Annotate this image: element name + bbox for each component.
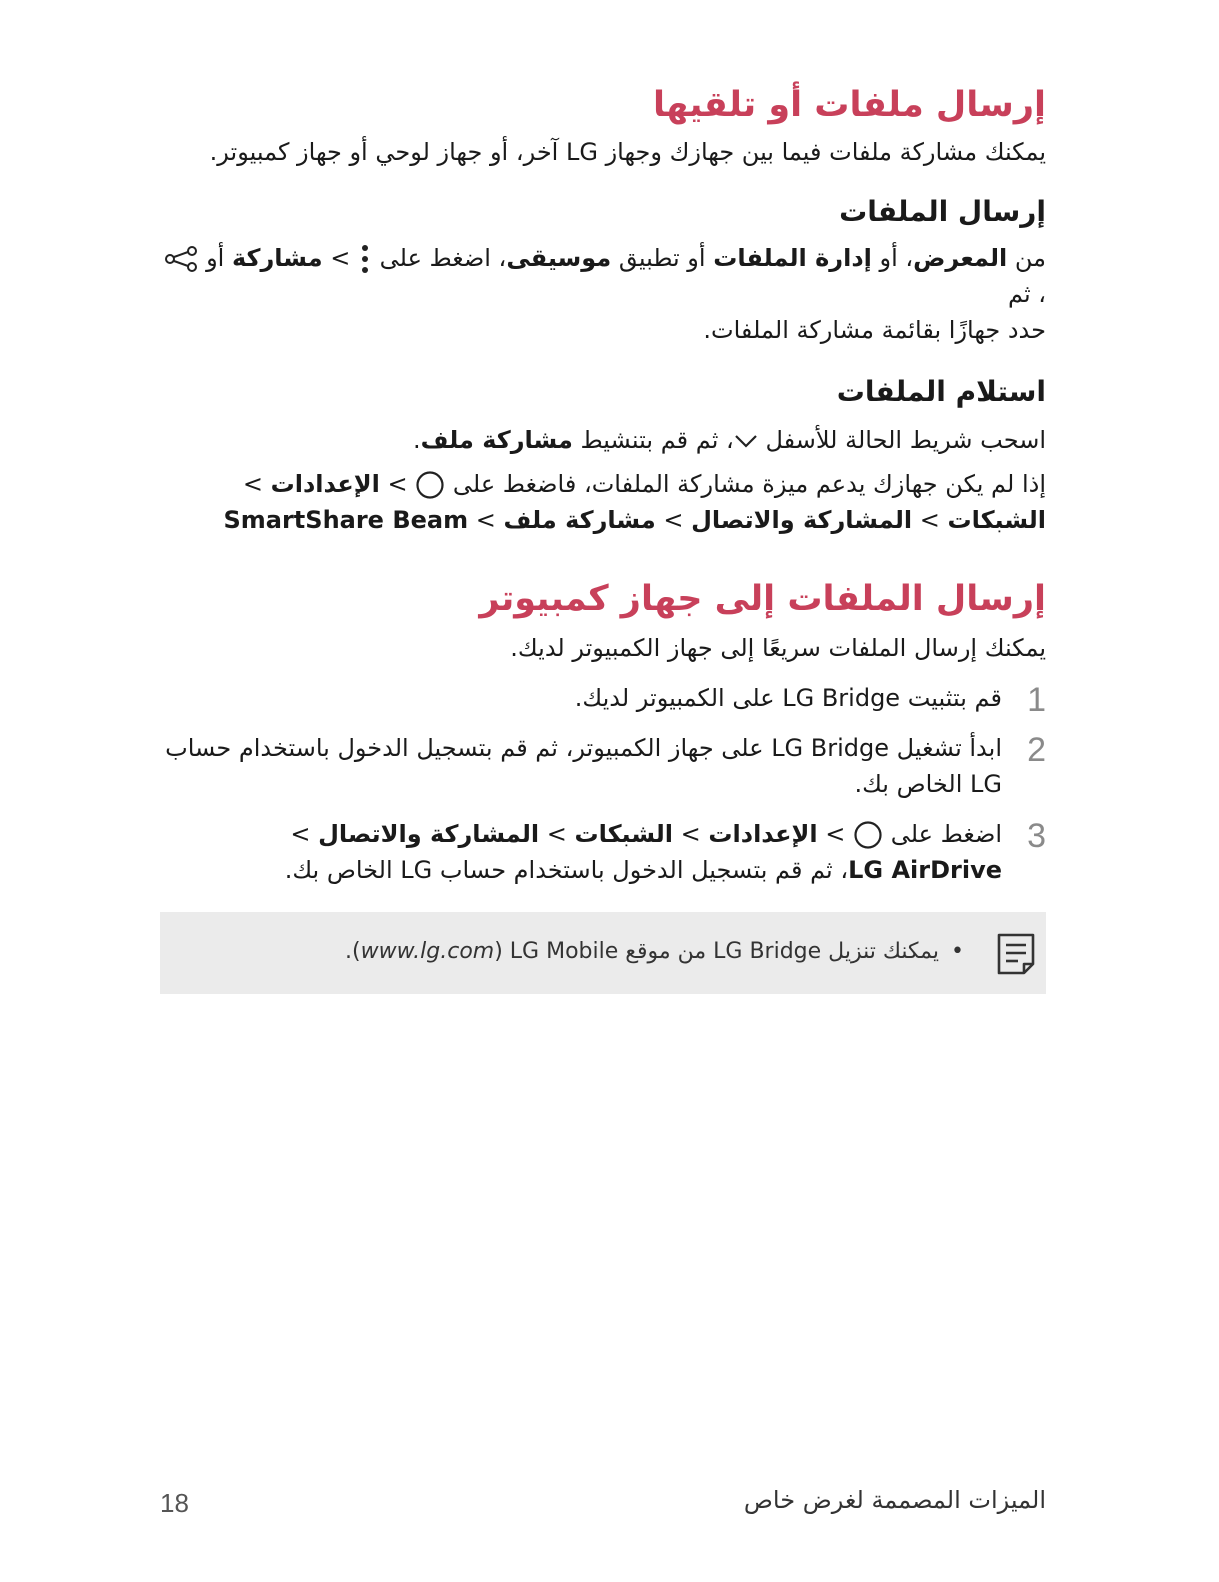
- note-text: •يمكنك تنزيل LG Bridge من موقع LG Mobile (www.lg.com).: [345, 935, 964, 969]
- note-bullet: •: [951, 939, 964, 964]
- networks-option: الشبكات: [574, 820, 674, 848]
- section2-intro: يمكنك إرسال الملفات سريعًا إلى جهاز الكمبيوتر لديك.: [510, 634, 1046, 662]
- heading-receive-files: استلام الملفات: [836, 375, 1046, 408]
- sharing-connection-option: المشاركة والاتصال: [691, 506, 913, 534]
- share-icon: [164, 245, 198, 273]
- step-number: 2: [1027, 731, 1046, 769]
- step-number: 1: [1027, 681, 1046, 719]
- section-title-send-receive: إرسال ملفات أو تلقيها: [653, 85, 1046, 125]
- step-3: 3 اضغط على > الإعدادات > الشبكات > المشاركة والاتصال > LG AirDrive، ثم قم بتسجيل الدخول باستخدام حساب LG الخاص بك.: [160, 816, 1046, 888]
- music-app: موسيقى: [506, 244, 612, 272]
- note-icon: [996, 932, 1036, 980]
- send-files-line2: حدد جهازًا بقائمة مشاركة الملفات.: [703, 316, 1046, 344]
- step-2: [160, 730, 1046, 802]
- sharing-connection-option: المشاركة والاتصال: [318, 820, 540, 848]
- step-text: ابدأ تشغيل LG Bridge على جهاز الكمبيوتر، ثم قم بتسجيل الدخول باستخدام حساب LG الخاص بك.: [165, 734, 1002, 798]
- more-options-icon: [358, 242, 372, 276]
- lg-website-link[interactable]: www.lg.com: [360, 939, 495, 964]
- home-button-icon: [415, 470, 445, 500]
- heading-send-files: إرسال الملفات: [839, 195, 1046, 228]
- networks-option: الشبكات: [947, 506, 1046, 534]
- section-title-send-to-pc: إرسال الملفات إلى جهاز كمبيوتر: [479, 579, 1046, 619]
- smartshare-beam-option: SmartShare Beam: [223, 506, 469, 534]
- send-files-instructions: من المعرض، أو إدارة الملفات أو تطبيق موسيقى، اضغط على > مشاركة أو ، ثم: [160, 240, 1046, 312]
- footer-section-name: الميزات المصممة لغرض خاص: [743, 1486, 1046, 1514]
- file-share-option: مشاركة ملف: [503, 506, 656, 534]
- step-number: 3: [1027, 817, 1046, 855]
- file-share-option: مشاركة ملف: [420, 426, 573, 454]
- chevron-down-icon: [734, 433, 758, 449]
- section-intro: يمكنك مشاركة ملفات فيما بين جهازك وجهاز LG آخر، أو جهاز لوحي أو جهاز كمبيوتر.: [209, 138, 1046, 166]
- note-box: [160, 912, 1046, 994]
- share-option: مشاركة: [231, 244, 323, 272]
- receive-files-instructions: اسحب شريط الحالة للأسفل ، ثم قم بتنشيط مشاركة ملف.: [412, 426, 1046, 454]
- home-button-icon: [853, 820, 883, 850]
- step-1: [160, 680, 1046, 719]
- settings-option: الإعدادات: [270, 470, 380, 498]
- gallery-app: المعرض: [913, 244, 1008, 272]
- settings-option: الإعدادات: [708, 820, 818, 848]
- receive-files-fallback: إذا لم يكن جهازك يدعم ميزة مشاركة الملفات، فاضغط على > الإعدادات > الشبكات > المشاركة والاتصال > مشاركة ملف > SmartShare Beam: [160, 466, 1046, 538]
- file-manager-app: إدارة الملفات: [713, 244, 872, 272]
- step-text: قم بتثبيت LG Bridge على الكمبيوتر لديك.: [574, 684, 1002, 712]
- lg-airdrive-option: LG AirDrive: [848, 856, 1002, 884]
- document-page: [160, 78, 1046, 994]
- page-number: 18: [160, 1488, 189, 1518]
